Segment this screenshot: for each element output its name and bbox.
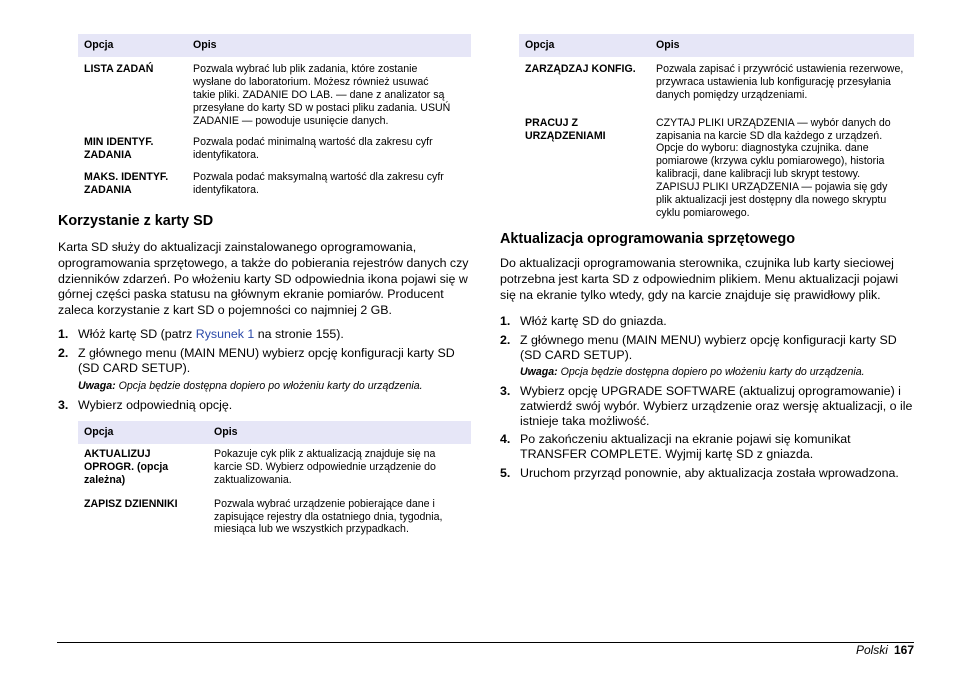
option-description: Pozwala wybrać urządzenie pobierające dane i zapisujące rejestry dla ostatniego dnia, tygodnia, miesiąca lub we wszystkich przypadkach. [214, 497, 443, 536]
step-text: Wybierz odpowiednią opcję. [78, 398, 233, 412]
column-header-option: Opcja [519, 34, 650, 57]
step-text: Z głównego menu (MAIN MENU) wybierz opcję konfiguracji karty SD (SD CARD SETUP). [78, 346, 455, 376]
option-name: PRACUJ Z URZĄDZENIAMI [525, 116, 606, 142]
intro-paragraph: Karta SD służy do aktualizacji zainstalowanego oprogramowania, oprogramowania sprzętowego, a także do pobierania rejestrów danych czy dzienników zdarzeń. Po włożeniu karty SD odpowiednia ikona pojawi się w górnej części paska statusu na głównym ekranie pomiarów. Producent zaleca korzystanie z kart SD o pojemności co najmniej 2 GB. [58, 240, 469, 318]
step-text: Wybierz opcję UPGRADE SOFTWARE (aktualizuj oprogramowanie) i zatwierdź swój wybór. Wybierz urządzenie oraz wersję aktualizacji, o ile istnieje taka możliwość. [520, 384, 913, 429]
options-table-sd [78, 421, 471, 536]
options-table-jobs [78, 34, 471, 197]
options-table-config [519, 34, 914, 220]
column-header-description: Opis [650, 34, 914, 57]
option-description: Pozwala podać minimalną wartość dla zakresu cyfr identyfikatora. [193, 136, 433, 162]
note [520, 366, 915, 379]
option-name: LISTA ZADAŃ [84, 62, 154, 75]
section-title-firmware-update: Aktualizacja oprogramowania sprzętowego [500, 231, 796, 247]
table-row [78, 127, 471, 162]
note [78, 380, 473, 393]
column-header-description: Opis [208, 421, 471, 444]
column-header-option: Opcja [78, 421, 208, 444]
table-row [78, 487, 471, 537]
option-description: Pokazuje cyk plik z aktualizacją znajduje się na karcie SD. Wybierz odpowiednie urządzenie do zaktualizowania. [214, 447, 436, 486]
table-row [519, 57, 914, 102]
note-text: Opcja będzie dostępna dopiero po włożeniu karty do urządzenia. [560, 366, 865, 378]
option-description: Pozwala zapisać i przywrócić ustawienia rezerwowe, przywraca ustawienia lub konfigurację przesyłania danych pomiędzy urządzeniami. [656, 62, 904, 101]
page-footer [856, 643, 914, 657]
step-text [78, 327, 344, 342]
option-description: Pozwala podać maksymalną wartość dla zakresu cyfr identyfikatora. [193, 171, 444, 197]
table-row [78, 444, 471, 487]
step-number: 1. [500, 314, 511, 328]
column-header-description: Opis [187, 34, 471, 57]
footer-language: Polski [855, 643, 888, 657]
option-name: MIN IDENTYF. ZADANIA [84, 136, 154, 162]
note-label: Uwaga: [520, 366, 558, 378]
step-number: 5. [500, 466, 511, 480]
table-row [519, 102, 914, 220]
option-description: CZYTAJ PLIKI URZĄDZENIA — wybór danych do zapisania na karcie SD dla każdego z urządzeń. Opcje do wyboru: diagnostyka czujnika. dane pomiarowe (krzywa cyklu pomiarowego), historia kalibracji, dane kalibracji lub skrypt testowy. ZAPISUJ PLIKI URZĄDZENIA — pojawia się gdy plik aktualizacji jest dostępny dla nowego skryptu cyklu pomiarowego. [656, 116, 891, 219]
footer-divider [57, 642, 914, 643]
table-header-row [78, 421, 471, 444]
step-text: Po zakończeniu aktualizacji na ekranie pojawi się komunikat TRANSFER COMPLETE. Wyjmij kartę SD z gniazda. [520, 432, 851, 462]
step-number: 4. [500, 432, 511, 446]
option-name: AKTUALIZUJ OPROGR. (opcja zależna) [84, 447, 169, 486]
step-number: 3. [500, 384, 511, 398]
step-text-after: na stronie 155). [254, 327, 344, 341]
step-number: 2. [58, 346, 69, 360]
section-title-sd-card: Korzystanie z karty SD [58, 213, 214, 229]
step-text: Z głównego menu (MAIN MENU) wybierz opcję konfiguracji karty SD (SD CARD SETUP). [520, 333, 897, 363]
intro-paragraph: Do aktualizacji oprogramowania sterownika, czujnika lub karty sieciowej potrzebna jest karta SD z odpowiednim plikiem. Menu aktualizacji pojawi się na ekranie tylko wtedy, gdy na karcie znajduje się prawidłowy plik. [500, 256, 899, 302]
figure-link[interactable]: Rysunek 1 [195, 327, 255, 341]
note-text: Opcja będzie dostępna dopiero po włożeniu karty do urządzenia. [118, 380, 423, 392]
option-name: ZAPISZ DZIENNIKI [84, 497, 178, 510]
note-label: Uwaga: [78, 380, 116, 392]
table-header-row [519, 34, 914, 57]
page-number: 167 [893, 643, 914, 657]
step-text: Uruchom przyrząd ponownie, aby aktualizacja została wprowadzona. [520, 466, 899, 480]
option-description: Pozwala wybrać lub plik zadania, które zostanie wysłane do laboratorium. Możesz również usuwać takie pliki. ZADANIE DO LAB. — dane z analizator są przesyłane do karty SD w postaci pliku zadania. USUŃ ZADANIE — powoduje usunięcie danych. [193, 62, 451, 127]
column-header-option: Opcja [78, 34, 187, 57]
option-name: MAKS. IDENTYF. ZADANIA [84, 171, 169, 197]
table-row [78, 57, 471, 128]
table-header-row [78, 34, 471, 57]
option-name: ZARZĄDZAJ KONFIG. [525, 62, 636, 75]
step-number: 3. [58, 398, 69, 412]
table-row [78, 162, 471, 197]
step-number: 2. [500, 333, 511, 347]
step-number: 1. [58, 327, 69, 341]
step-text-before: Włóż kartę SD (patrz [78, 327, 196, 341]
step-text: Włóż kartę SD do gniazda. [520, 314, 667, 328]
